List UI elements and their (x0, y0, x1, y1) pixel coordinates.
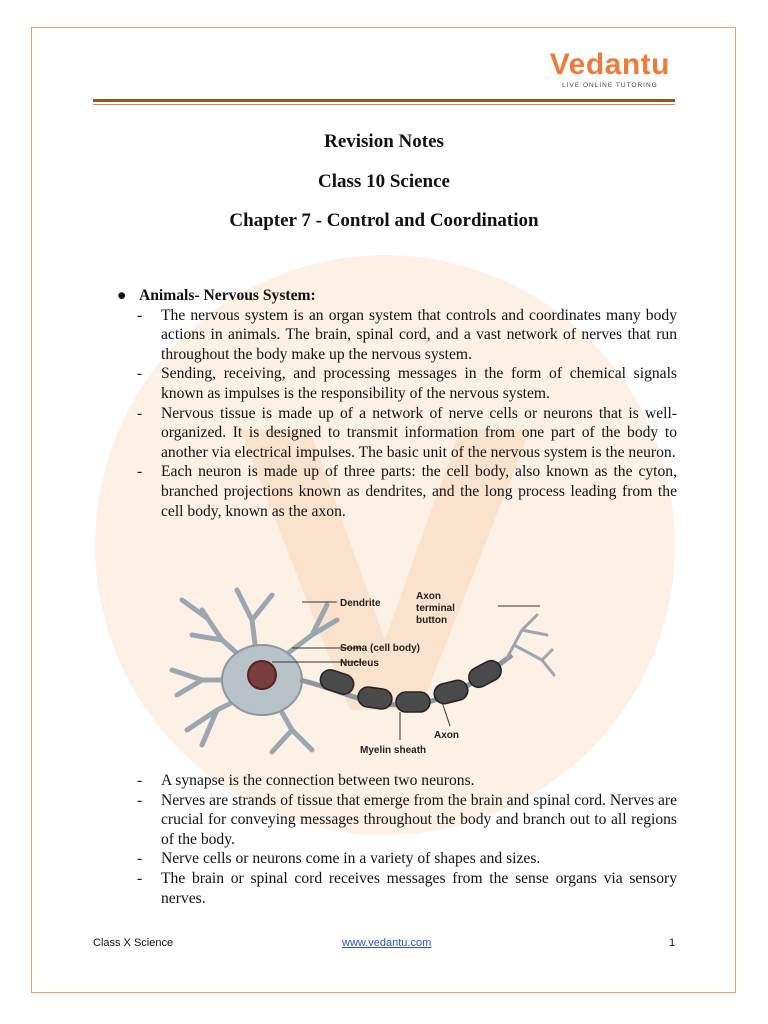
page-subtitle: Class 10 Science (318, 171, 450, 192)
header-rule (93, 99, 675, 102)
list-item: - A synapse is the connection between two neurons. (137, 772, 475, 789)
section-heading (117, 286, 677, 306)
label-axon: Axon (434, 730, 459, 741)
list-item: - The nervous system is an organ system that controls and coordinates many body actions in animals. The brain, spinal cord, and a vast network of nerves that run throughout the body make up the nervous system. (137, 306, 677, 363)
label-myelin-sheath: Myelin sheath (360, 745, 427, 756)
list-item: - Nerve cells or neurons come in a variety of shapes and sizes. (137, 850, 541, 868)
page-number: 1 (669, 937, 676, 949)
label-soma: Soma (cell body) (340, 643, 421, 654)
label-axon-terminal: Axon (416, 591, 441, 602)
footer-label: Class X Science (93, 937, 174, 949)
label-axon-terminal: terminal (416, 603, 455, 614)
label-nucleus: Nucleus (340, 658, 379, 669)
chapter-title: Chapter 7 - Control and Coordination (229, 210, 539, 231)
footer-website-link[interactable]: www.vedantu.com (342, 937, 432, 949)
axon-terminal-shape (507, 615, 554, 675)
section-content-continued (117, 771, 677, 908)
bullet-icon: ● (117, 287, 127, 304)
list-item: - Nerves are strands of tissue that emerge from the brain and spinal cord. Nerves are crucial for conveying messages throughout the body and branch out to all regions of the body. (137, 791, 677, 848)
list-item: - Sending, receiving, and processing messages in the form of chemical signals known as impulses is the responsibility of the nervous system. (137, 365, 677, 402)
section-heading-text: Animals- Nervous System: (139, 287, 316, 304)
label-axon-terminal: button (416, 615, 448, 626)
logo-tagline: LIVE ONLINE TUTORING (562, 82, 658, 89)
list-item: - Nervous tissue is made up of a network of nerve cells or neurons that is well-organized. It is designed to transmit information from one part of the body to another via electrical impulses. The basic unit of the nervous system is the neuron. (137, 404, 677, 461)
section-content (117, 286, 677, 521)
list-item: - Each neuron is made up of three parts: the cell body, also known as the cyton, branched projections known as dendrites, and the long process leading from the cell body, known as the axon. (137, 463, 677, 520)
list-item: - The brain or spinal cord receives messages from the sense organs via sensory nerves. (137, 869, 677, 907)
nucleus-shape (248, 661, 276, 689)
header-rule-thin (93, 104, 675, 105)
logo-wordmark: Vedantu (549, 48, 670, 81)
vedantu-logo (550, 50, 670, 89)
neuron-diagram (162, 580, 557, 758)
label-dendrite: Dendrite (340, 598, 381, 609)
page-title: Revision Notes (324, 131, 444, 152)
footer-link-wrap (342, 937, 431, 949)
